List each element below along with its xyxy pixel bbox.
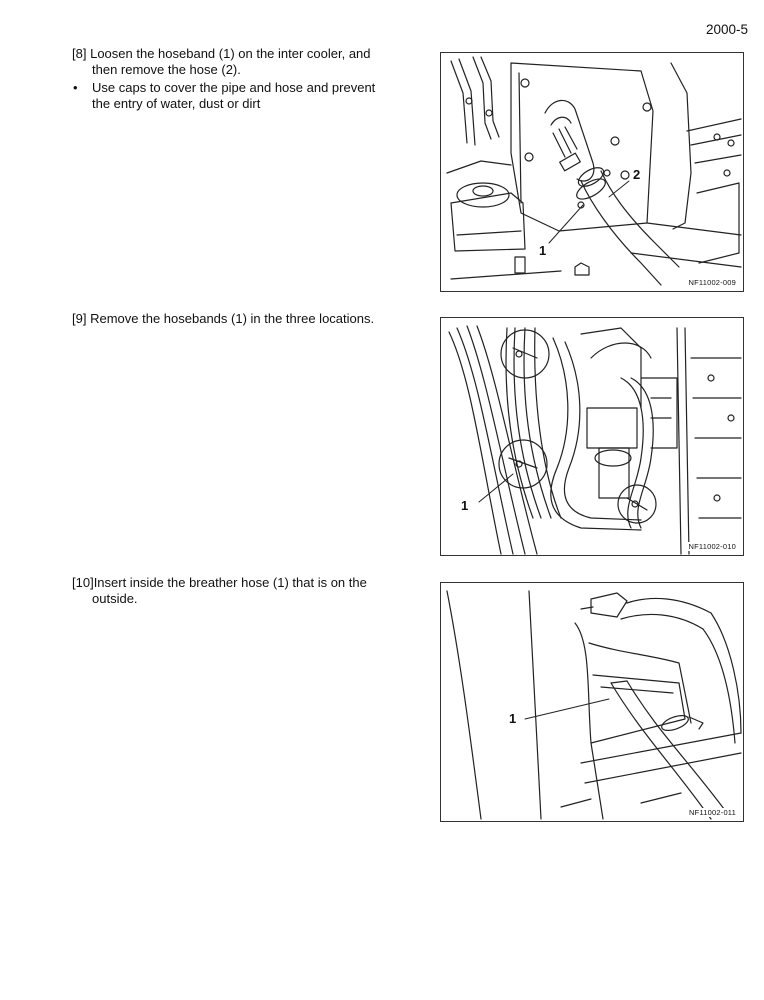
step-8 [72, 46, 392, 112]
figure-intercooler-hose [440, 52, 744, 292]
figure-breather-drawing [441, 583, 743, 821]
step-9-line-1 [72, 311, 392, 327]
step-10-text-cont: outside. [92, 591, 138, 606]
callout-2: 2 [633, 167, 641, 182]
figure-id: NF11002-009 [688, 278, 736, 287]
step-8-line-1 [72, 46, 392, 62]
step-8-label: [8] [72, 46, 87, 61]
figure-id: NF11002-010 [688, 542, 736, 551]
step-8-text: Loosen the hoseband (1) on the inter cooler, and [90, 46, 371, 61]
step-9-text: Remove the hosebands (1) in the three locations. [90, 311, 375, 326]
step-9-label: [9] [72, 311, 87, 326]
step-8-bullet-text: Use caps to cover the pipe and hose and prevent [92, 80, 376, 95]
callout-1: 1 [461, 498, 469, 513]
step-8-bullet [72, 80, 392, 112]
bullet-dot: • [73, 80, 78, 95]
step-9 [72, 311, 392, 327]
figure-hosebands-drawing [441, 318, 743, 555]
step-8-bullet-text-cont: the entry of water, dust or dirt [92, 96, 261, 111]
step-10-label: [10] [72, 575, 94, 590]
figure-hosebands [440, 317, 744, 556]
step-10-line-1 [72, 575, 392, 591]
step-10-text: Insert inside the breather hose (1) that is on the [93, 575, 367, 590]
figure-id: NF11002-011 [689, 808, 736, 817]
step-8-text-cont: then remove the hose (2). [92, 62, 241, 77]
callout-1: 1 [509, 711, 517, 726]
figure-breather-hose [440, 582, 744, 822]
step-10 [72, 575, 392, 607]
figure-intercooler-drawing [441, 53, 743, 291]
page-number: 2000-5 [705, 22, 748, 37]
callout-1: 1 [539, 243, 547, 258]
